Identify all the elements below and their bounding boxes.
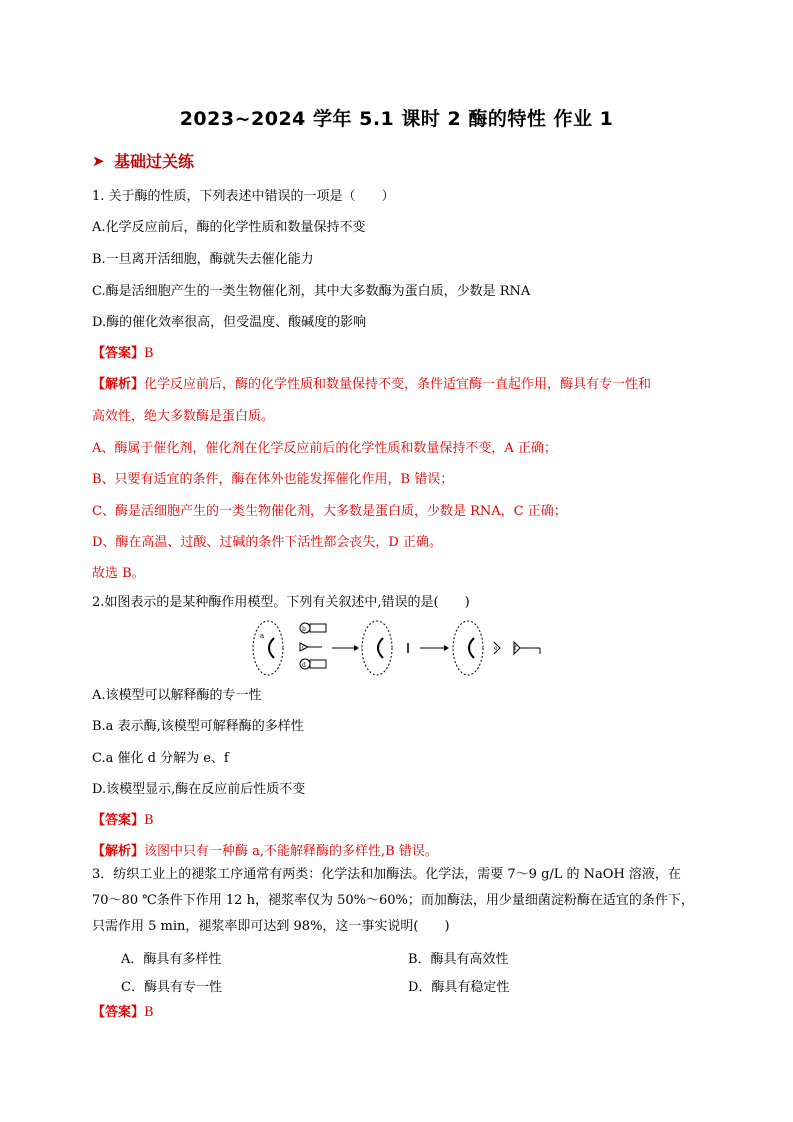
product-f-shape bbox=[514, 642, 540, 654]
analysis-tag: 【解析】 bbox=[92, 377, 145, 392]
q3-option-b: B．酶具有高效性 bbox=[408, 952, 509, 967]
q3-stem-line-1: 3．纺织工业上的褪浆工序通常有两类：化学法和加酶法。化学法，需要 7～9 g/L 的 NaOH 溶液，在 bbox=[92, 867, 681, 882]
q3-stem-line-3: 只需作用 5 min，褪浆率即可达到 98%，这一事实说明( ) bbox=[92, 919, 450, 934]
q1-analysis-item-a: A、酶属于催化剂，催化剂在化学反应前后的化学性质和数量保持不变，A 正确； bbox=[92, 441, 557, 456]
section-label: 基础过关练 bbox=[114, 152, 195, 171]
q3-option-d: D．酶具有稳定性 bbox=[408, 980, 510, 995]
label-b: b bbox=[302, 626, 306, 633]
q1-analysis-line-2: 高效性，绝大多数酶是蛋白质。 bbox=[92, 409, 275, 424]
q1-analysis-item-b: B、只要有适宜的条件，酶在体外也能发挥催化作用，B 错误； bbox=[92, 472, 454, 487]
q1-stem: 1. 关于酶的性质，下列表述中错误的一项是（ ） bbox=[92, 189, 395, 204]
answer-tag: 【答案】 bbox=[92, 1005, 145, 1020]
answer-value: B bbox=[144, 813, 154, 828]
q2-analysis bbox=[92, 843, 438, 861]
label-a: a bbox=[260, 632, 265, 640]
q2-option-a: A.该模型可以解释酶的专一性 bbox=[92, 688, 262, 703]
q1-option-d: D.酶的催化效率很高，但受温度、酸碱度的影响 bbox=[92, 315, 367, 330]
arrow-1-icon bbox=[332, 645, 359, 651]
q3-option-c: C．酶具有专一性 bbox=[121, 980, 222, 995]
q3-option-a: A．酶具有多样性 bbox=[121, 952, 222, 967]
q1-option-b: B.一旦离开活细胞，酶就失去催化能力 bbox=[92, 252, 314, 267]
page-title: 2023~2024 学年 5.1 课时 2 酶的特性 作业 1 bbox=[179, 108, 614, 130]
q2-option-b: B.a 表示酶,该模型可解释酶的多样性 bbox=[92, 719, 304, 734]
q1-analysis-line-1 bbox=[92, 376, 651, 394]
section-heading bbox=[92, 149, 194, 172]
q2-answer bbox=[92, 812, 154, 830]
answer-value: B bbox=[144, 346, 154, 361]
label-f: f bbox=[514, 645, 517, 652]
arrow-bullet-icon: ➤ bbox=[92, 151, 105, 170]
enzyme-complex-shape bbox=[362, 621, 408, 675]
label-c: c bbox=[302, 644, 306, 651]
answer-value: B bbox=[144, 1005, 154, 1020]
q1-option-c: C.酶是活细胞产生的一类生物催化剂，其中大多数酶为蛋白质，少数是 RNA bbox=[92, 284, 531, 299]
q1-option-a: A.化学反应前后，酶的化学性质和数量保持不变 bbox=[92, 220, 366, 235]
analysis-tag: 【解析】 bbox=[92, 844, 145, 859]
q1-analysis-item-c: C、酶是活细胞产生的一类生物催化剂，大多数是蛋白质，少数是 RNA，C 正确； bbox=[92, 504, 567, 519]
q1-answer bbox=[92, 345, 154, 363]
enzyme-a-shape bbox=[253, 621, 283, 675]
q3-stem-line-2: 70～80 ℃条件下作用 12 h，褪浆率仅为 50%～60%；而加酶法，用少量细菌淀粉酶在适宜的条件下， bbox=[92, 893, 694, 908]
q1-conclusion: 故选 B。 bbox=[92, 566, 145, 581]
answer-tag: 【答案】 bbox=[92, 813, 145, 828]
label-d: d bbox=[302, 662, 306, 669]
q1-analysis-item-d: D、酶在高温、过酸、过碱的条件下活性都会丧失，D 正确。 bbox=[92, 535, 442, 550]
analysis-text: 化学反应前后，酶的化学性质和数量保持不变，条件适宜酶一直起作用，酶具有专一性和 bbox=[144, 377, 652, 392]
q2-option-c: C.a 催化 d 分解为 e、f bbox=[92, 751, 229, 766]
q2-stem: 2.如图表示的是某种酶作用模型。下列有关叙述中,错误的是( ) bbox=[92, 595, 470, 610]
analysis-text: 该图中只有一种酶 a,不能解释酶的多样性,B 错误。 bbox=[144, 844, 438, 859]
q3-answer bbox=[92, 1004, 154, 1022]
enzyme-model-diagram bbox=[250, 616, 545, 678]
q2-option-d: D.该模型显示,酶在反应前后性质不变 bbox=[92, 782, 306, 797]
arrow-2-icon bbox=[420, 645, 449, 651]
label-e: e bbox=[494, 645, 498, 652]
enzyme-after-shape bbox=[453, 621, 483, 675]
answer-tag: 【答案】 bbox=[92, 346, 145, 361]
